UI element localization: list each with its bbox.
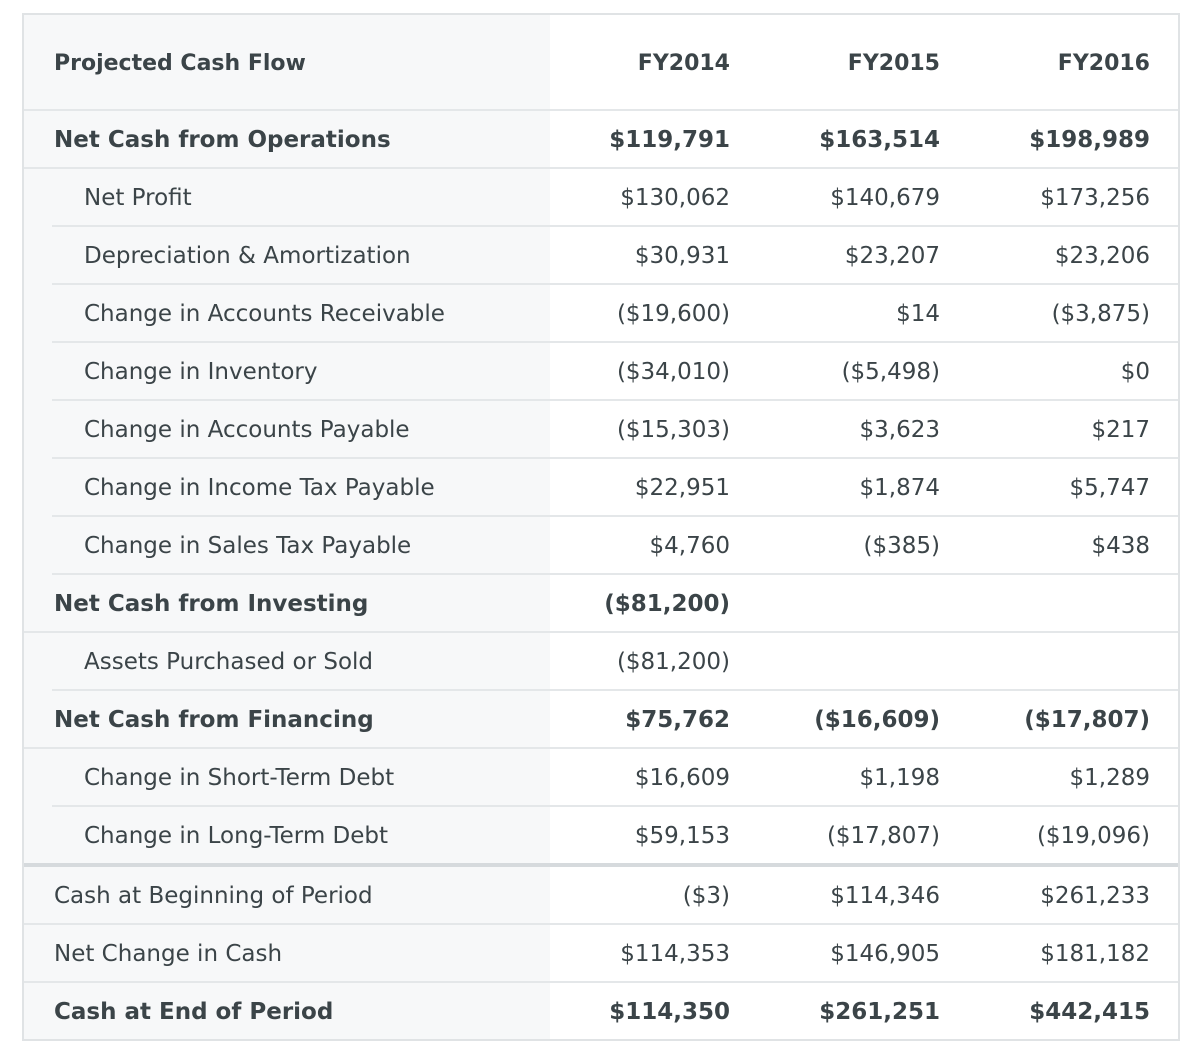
table-header-row: [24, 15, 1178, 111]
cell-fy2015: ($16,609): [814, 707, 940, 733]
column-header-fy2016: FY2016: [1057, 50, 1150, 76]
cell-fy2016: $23,206: [1054, 243, 1150, 269]
table-row: [24, 925, 1178, 983]
cell-fy2016: $5,747: [1069, 475, 1150, 501]
cell-fy2014: $130,062: [620, 185, 730, 211]
cell-fy2014: ($34,010): [616, 359, 730, 385]
table-row: [24, 633, 1178, 691]
cell-fy2014: ($15,303): [616, 417, 730, 443]
cell-fy2014: ($19,600): [616, 301, 730, 327]
row-label: Net Profit: [84, 185, 192, 211]
cell-fy2014: ($81,200): [616, 649, 730, 675]
table-row: [24, 285, 1178, 343]
cell-fy2016: ($19,096): [1036, 823, 1150, 849]
cell-fy2015: ($17,807): [826, 823, 940, 849]
cell-fy2016: ($17,807): [1024, 707, 1150, 733]
cell-fy2014: $4,760: [649, 533, 730, 559]
cell-fy2015: [740, 633, 940, 691]
cell-fy2016: [950, 633, 1150, 691]
table-row: [24, 691, 1178, 749]
table-row: [24, 343, 1178, 401]
row-label: Change in Accounts Receivable: [84, 301, 445, 327]
cell-fy2016: $0: [1120, 359, 1150, 385]
cell-fy2015: $3,623: [859, 417, 940, 443]
cell-fy2014: $59,153: [634, 823, 730, 849]
cell-fy2015: $14: [896, 301, 940, 327]
row-label: Net Change in Cash: [54, 941, 283, 967]
cell-fy2016: $1,289: [1069, 765, 1150, 791]
cell-fy2015: $1,874: [859, 475, 940, 501]
cell-fy2014: $22,951: [634, 475, 730, 501]
column-header-fy2015: FY2015: [847, 50, 940, 76]
table-row: [24, 749, 1178, 807]
cell-fy2015: $163,514: [819, 127, 940, 153]
cell-fy2014: $30,931: [634, 243, 730, 269]
cell-fy2014: $119,791: [609, 127, 730, 153]
row-label: Change in Inventory: [84, 359, 318, 385]
cell-fy2015: $140,679: [830, 185, 940, 211]
cell-fy2016: $173,256: [1040, 185, 1150, 211]
row-label: Change in Long-Term Debt: [84, 823, 389, 849]
row-label: Cash at End of Period: [54, 999, 334, 1025]
cell-fy2015: $114,346: [830, 883, 940, 909]
row-label: Cash at Beginning of Period: [54, 883, 373, 909]
cell-fy2016: $261,233: [1040, 883, 1150, 909]
table-row: [24, 575, 1178, 633]
cell-fy2015: $261,251: [819, 999, 940, 1025]
cell-fy2014: $114,353: [620, 941, 730, 967]
table-row: [24, 983, 1178, 1041]
cell-fy2016: $198,989: [1029, 127, 1150, 153]
cell-fy2015: ($5,498): [841, 359, 940, 385]
row-label: Change in Sales Tax Payable: [84, 533, 412, 559]
cell-fy2014: $16,609: [634, 765, 730, 791]
cell-fy2016: $217: [1091, 417, 1150, 443]
cell-fy2014: ($81,200): [604, 591, 730, 617]
cell-fy2016: [950, 575, 1150, 633]
cell-fy2015: $146,905: [830, 941, 940, 967]
table-row: [24, 517, 1178, 575]
cell-fy2016: ($3,875): [1051, 301, 1150, 327]
row-label: Change in Short-Term Debt: [84, 765, 395, 791]
cell-fy2016: $442,415: [1029, 999, 1150, 1025]
cell-fy2014: ($3): [682, 883, 730, 909]
table-row: [24, 459, 1178, 517]
cell-fy2016: $438: [1091, 533, 1150, 559]
row-label: Change in Income Tax Payable: [84, 475, 435, 501]
row-label: Assets Purchased or Sold: [84, 649, 374, 675]
cell-fy2015: $23,207: [844, 243, 940, 269]
cell-fy2015: ($385): [863, 533, 940, 559]
cash-flow-table: [22, 13, 1180, 1041]
cell-fy2015: [740, 575, 940, 633]
cell-fy2014: $75,762: [625, 707, 730, 733]
row-label: Net Cash from Investing: [54, 591, 369, 617]
row-label: Change in Accounts Payable: [84, 417, 410, 443]
column-header-fy2014: FY2014: [637, 50, 730, 76]
table-row: [24, 807, 1178, 867]
row-label: Net Cash from Financing: [54, 707, 374, 733]
row-label: Net Cash from Operations: [54, 127, 391, 153]
table-title: Projected Cash Flow: [54, 50, 306, 76]
table-row: [24, 227, 1178, 285]
table-row: [24, 401, 1178, 459]
table-row: [24, 111, 1178, 169]
table-row: [24, 867, 1178, 925]
row-label: Depreciation & Amortization: [84, 243, 411, 269]
table-row: [24, 169, 1178, 227]
cell-fy2014: $114,350: [609, 999, 730, 1025]
cell-fy2016: $181,182: [1040, 941, 1150, 967]
cell-fy2015: $1,198: [859, 765, 940, 791]
